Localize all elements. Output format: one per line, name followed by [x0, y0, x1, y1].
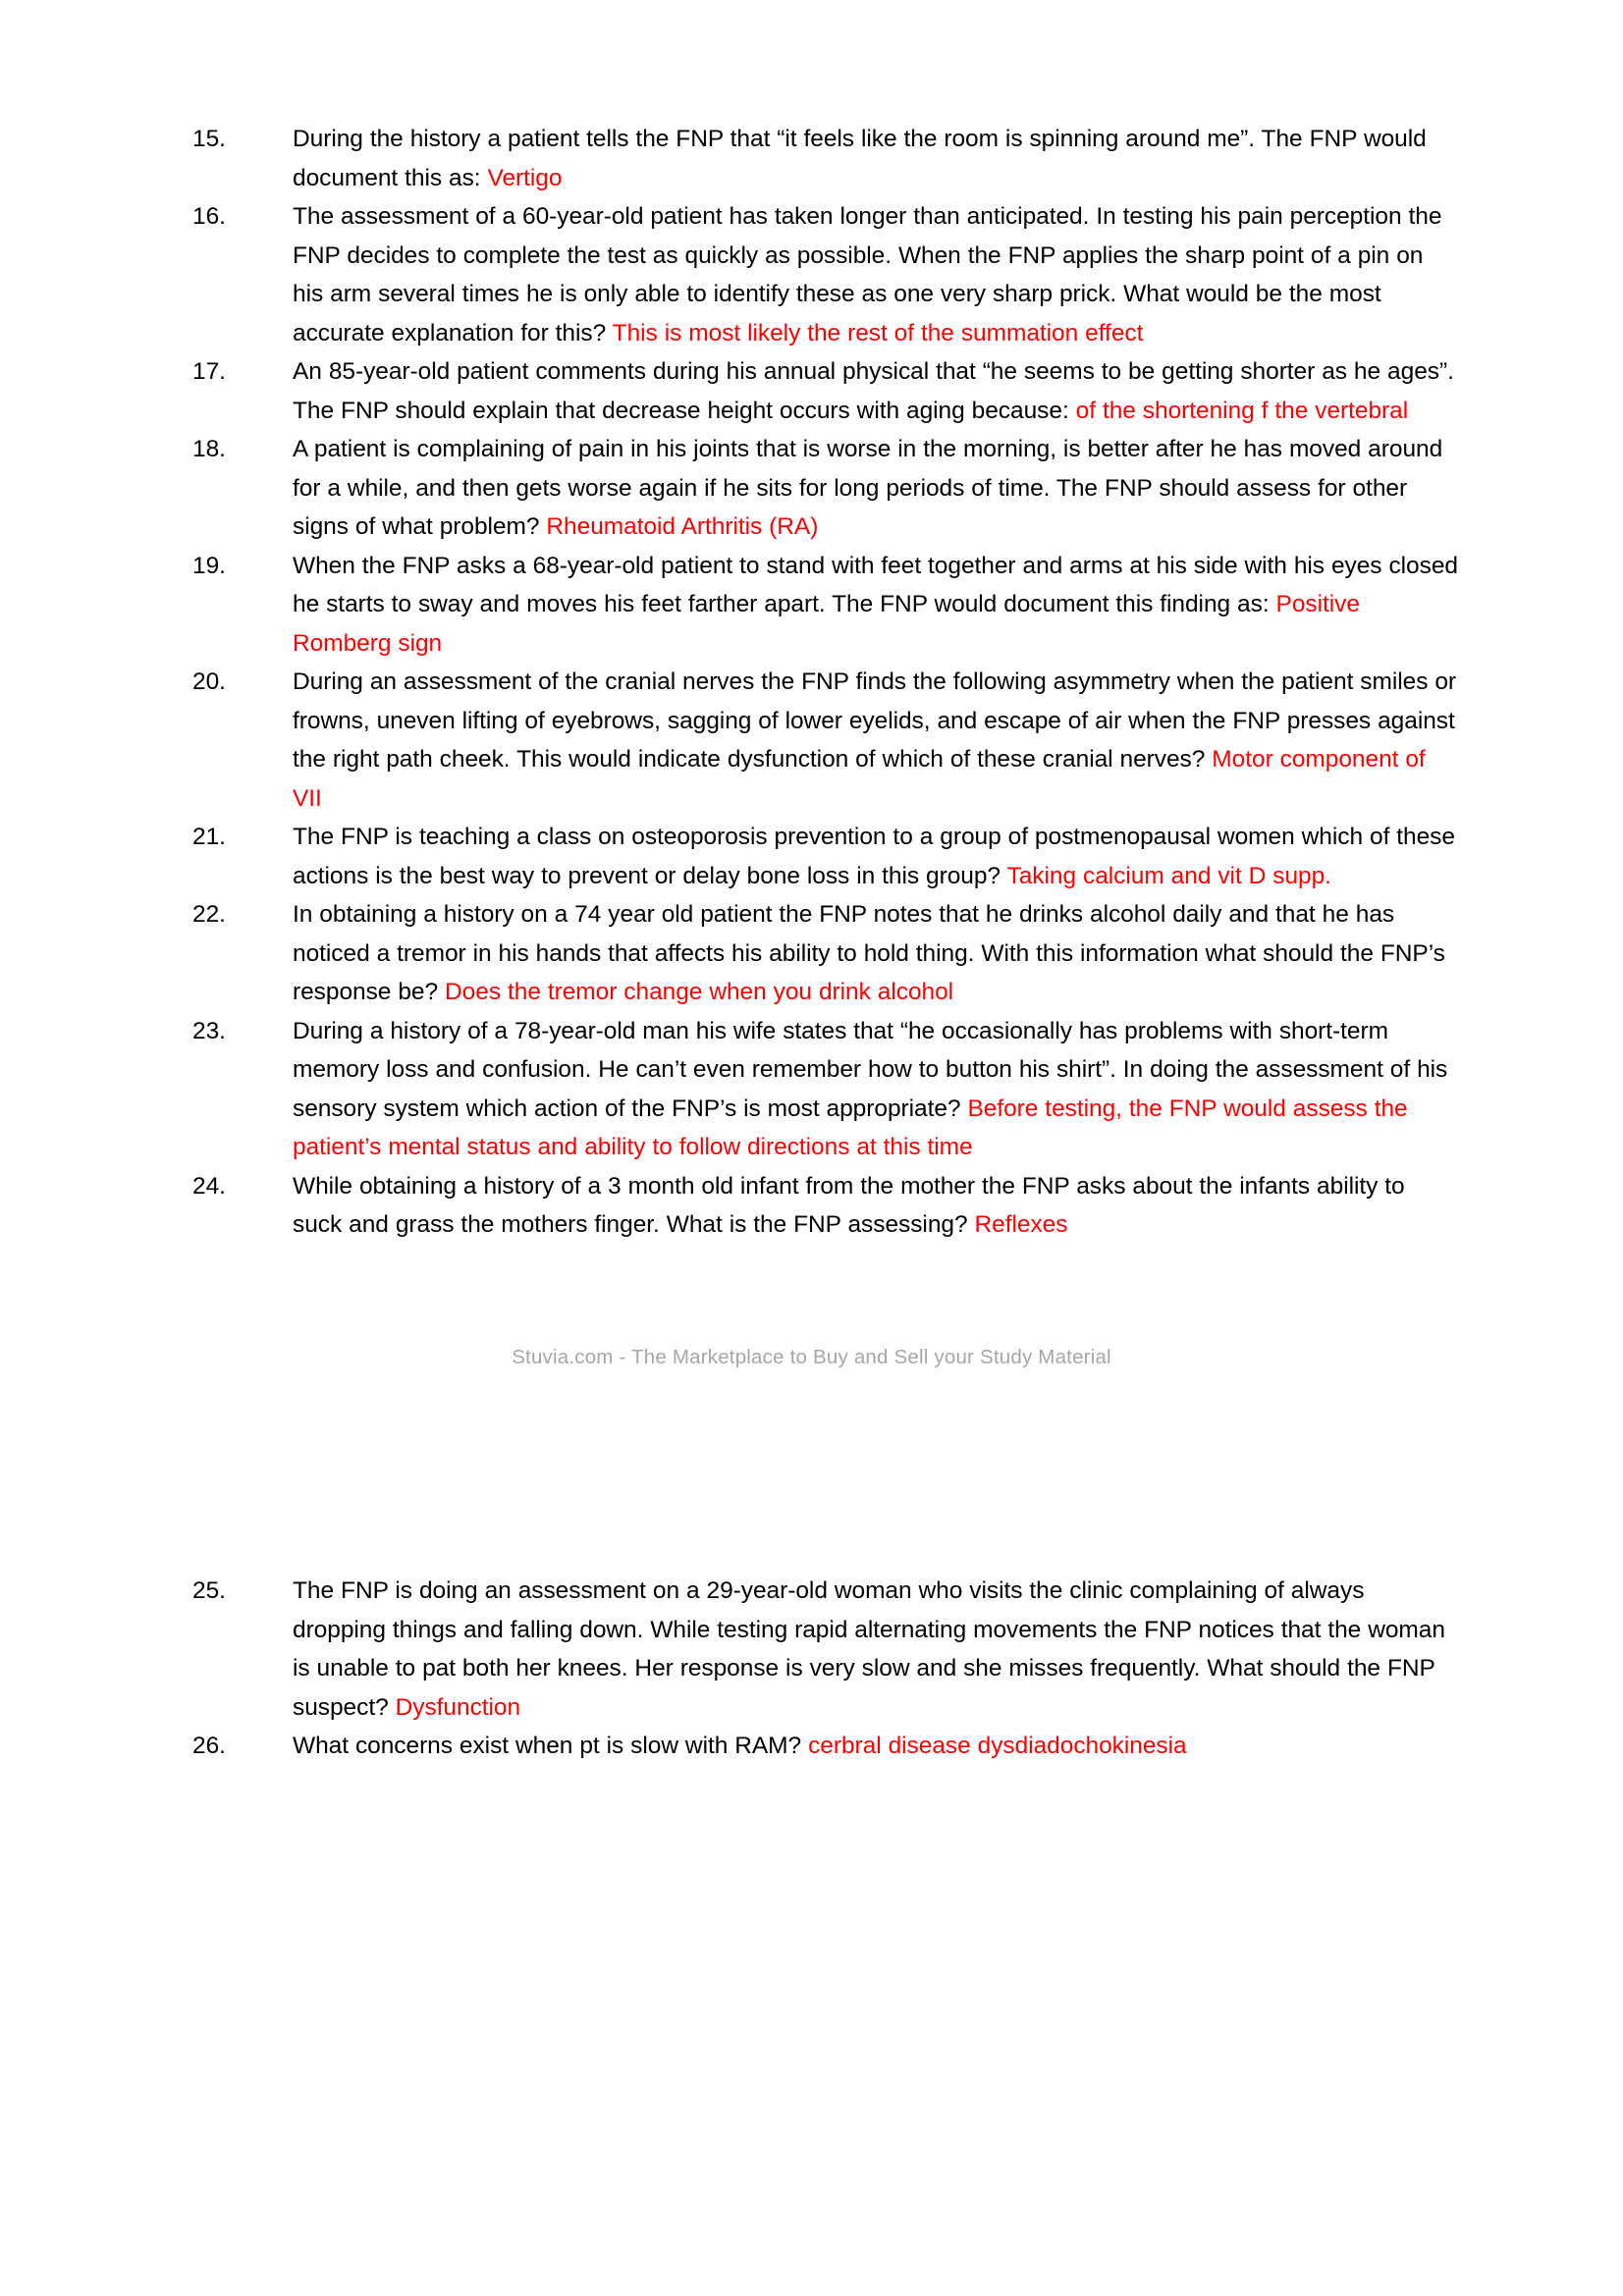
list-item [192, 352, 1459, 430]
item-answer: This is most likely the rest of the summation effect [612, 319, 1144, 347]
item-number: 21. [192, 824, 226, 850]
item-number: 15. [192, 126, 226, 152]
item-question: What concerns exist when pt is slow with RAM? [293, 1733, 809, 1759]
list-item [192, 197, 1459, 352]
item-number: 26. [192, 1733, 226, 1759]
item-question: An 85-year-old patient comments during his annual physical that “he seems to be getting shorter as he ages”. The FNP should explain that decrease height occurs with aging because: [293, 358, 1454, 424]
item-question: The FNP is doing an assessment on a 29-year-old woman who visits the clinic complaining of always dropping things and falling down. While testing rapid alternating movements the FNP notices that the woman is unable to pat both her knees. Her response is very slow and she misses frequently. What should the FNP suspect? [293, 1577, 1445, 1721]
item-answer: Positive Romberg sign [293, 591, 1360, 657]
questions-top-section [192, 120, 1459, 1245]
item-number: 17. [192, 358, 226, 385]
item-question: While obtaining a history of a 3 month old infant from the mother the FNP asks about the infants ability to suck and grass the mothers finger. What is the FNP assessing? [293, 1172, 1405, 1238]
item-number: 23. [192, 1017, 226, 1044]
item-number: 18. [192, 436, 226, 462]
item-answer: cerbral disease dysdiadochokinesia [808, 1733, 1187, 1759]
list-item [192, 1012, 1459, 1167]
item-answer: Motor component of VII [293, 746, 1426, 812]
list-item [192, 1572, 1459, 1727]
item-number: 19. [192, 552, 226, 579]
list-item [192, 547, 1459, 664]
item-number: 16. [192, 203, 226, 230]
item-answer: Before testing, the FNP would assess the patient’s mental status and ability to follow directions at this time [293, 1095, 1408, 1160]
question-list-bottom [192, 1572, 1459, 1766]
list-item [192, 430, 1459, 547]
list-item [192, 663, 1459, 818]
question-list-top [192, 120, 1459, 1245]
item-question: In obtaining a history on a 74 year old patient the FNP notes that he drinks alcohol daily and that he has noticed a tremor in his hands that affects his ability to hold thing. With this information what should the FNP’s response be? [293, 901, 1445, 1005]
stuvia-watermark: Stuvia.com - The Marketplace to Buy and Sell your Study Material [512, 1346, 1111, 1368]
item-question: During an assessment of the cranial nerves the FNP finds the following asymmetry when the patient smiles or frowns, uneven lifting of eyebrows, sagging of lower eyelids, and escape of air when the FNP presses against the right path cheek. This would indicate dysfunction of which of these cranial nerves? [293, 668, 1457, 773]
list-item [192, 895, 1459, 1012]
list-item [192, 818, 1459, 895]
item-answer: Dysfunction [395, 1693, 521, 1721]
item-answer: Reflexes [974, 1211, 1068, 1238]
item-question: During the history a patient tells the FNP that “it feels like the room is spinning around me”. The FNP would document this as: [293, 126, 1427, 191]
item-answer: Taking calcium and vit D supp. [1006, 862, 1331, 889]
list-item [192, 1167, 1459, 1245]
item-question: When the FNP asks a 68-year-old patient to stand with feet together and arms at his side with his eyes closed he starts to sway and moves his feet farther apart. The FNP would document this finding as: [293, 552, 1458, 617]
item-question: A patient is complaining of pain in his joints that is worse in the morning, is better after he has moved around for a while, and then gets worse again if he sits for long periods of time. The FNP should assess for other signs of what problem? [293, 436, 1443, 540]
item-number: 25. [192, 1577, 226, 1604]
item-answer: of the shortening f the vertebral [1075, 397, 1409, 424]
item-question: The FNP is teaching a class on osteoporosis prevention to a group of postmenopausal women which of these actions is the best way to prevent or delay bone loss in this group? [293, 824, 1455, 889]
item-number: 20. [192, 668, 226, 695]
item-answer: Rheumatoid Arthritis (RA) [546, 513, 819, 540]
item-answer: Does the tremor change when you drink alcohol [445, 979, 954, 1005]
item-number: 22. [192, 901, 226, 928]
item-question: The assessment of a 60-year-old patient has taken longer than anticipated. In testing his pain perception the FNP decides to complete the test as quickly as possible. When the FNP applies the sharp point of a pin on his arm several times he is only able to identify these as one very sharp prick. What would be the most accurate explanation for this? [293, 203, 1442, 347]
item-answer: Vertigo [487, 164, 563, 191]
questions-bottom-section [192, 1572, 1459, 1766]
item-question: During a history of a 78-year-old man his wife states that “he occasionally has problems with short-term memory loss and confusion. He can’t even remember how to button his shirt”. In doing the assessment of his sensory system which action of the FNP’s is most appropriate? [293, 1017, 1448, 1122]
list-item [192, 1727, 1459, 1766]
item-number: 24. [192, 1172, 226, 1200]
list-item [192, 120, 1459, 197]
